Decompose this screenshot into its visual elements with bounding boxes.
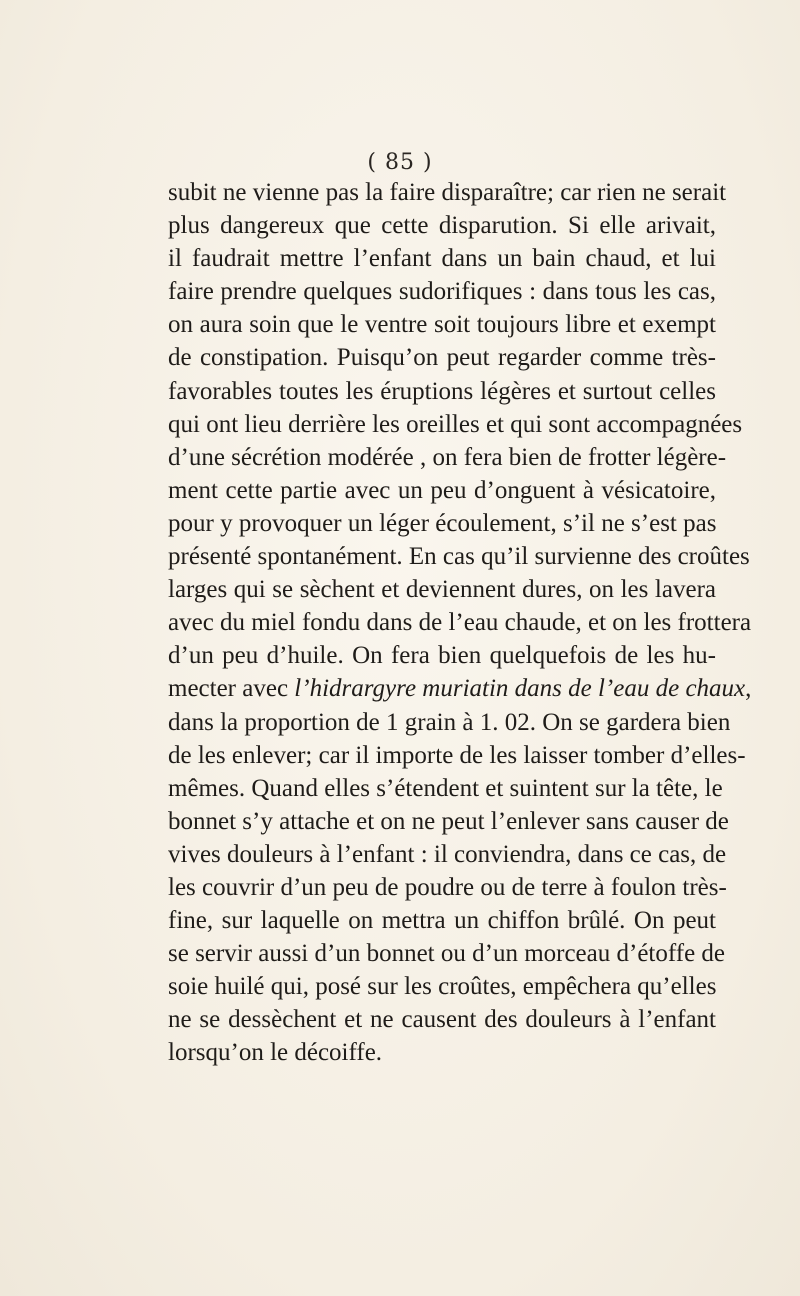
text-line bbox=[168, 772, 723, 805]
text-segment: dans la proportion de 1 grain à 1. 02. On se gardera bien bbox=[168, 708, 731, 736]
text-line bbox=[168, 805, 729, 838]
text-line bbox=[168, 871, 727, 904]
text-segment: il faudrait mettre l’enfant dans un bain chaud, et lui bbox=[168, 245, 716, 273]
text-segment: vives douleurs à l’enfant : il conviendra, dans ce cas, de bbox=[168, 840, 727, 868]
text-line bbox=[168, 308, 716, 341]
text-line bbox=[168, 242, 716, 275]
text-line bbox=[168, 474, 716, 507]
text-segment: avec du miel fondu dans de l’eau chaude, et on les frottera bbox=[168, 609, 752, 637]
text-line bbox=[168, 937, 726, 970]
text-line bbox=[168, 507, 716, 540]
text-segment: mêmes. Quand elles s’étendent et suintent sur la tête, le bbox=[168, 774, 723, 802]
text-segment: présenté spontanément. En cas qu’il survienne des croûtes bbox=[168, 543, 750, 571]
text-segment: favorables toutes les éruptions légères et surtout celles bbox=[168, 377, 716, 405]
text-line bbox=[168, 540, 750, 573]
text-line bbox=[168, 375, 716, 408]
text-segment: ne se dessèchent et ne causent des douleurs à l’enfant bbox=[168, 1006, 716, 1034]
text-line bbox=[168, 606, 752, 639]
text-line bbox=[168, 672, 752, 705]
text-line bbox=[168, 573, 716, 606]
text-line bbox=[168, 706, 731, 739]
text-segment: larges qui se sèchent et deviennent dures, on les lavera bbox=[168, 576, 716, 604]
text-segment: bonnet s’y attache et on ne peut l’enlever sans causer de bbox=[168, 807, 729, 835]
text-line bbox=[168, 209, 716, 242]
text-segment: d’une sécrétion modérée , on fera bien de frotter légère- bbox=[168, 443, 727, 471]
text-line bbox=[168, 441, 727, 474]
body-text bbox=[168, 176, 752, 1070]
text-segment: de constipation. Puisqu’on peut regarder comme très- bbox=[168, 344, 716, 372]
text-line bbox=[168, 1036, 716, 1069]
text-line bbox=[168, 639, 716, 672]
text-line bbox=[168, 838, 727, 871]
text-segment: se servir aussi d’un bonnet ou d’un morceau d’étoffe de bbox=[168, 940, 726, 968]
text-segment: on aura soin que le ventre soit toujours libre et exempt bbox=[168, 311, 716, 339]
text-line bbox=[168, 739, 746, 772]
text-segment: pour y provoquer un léger écoulement, s’il ne s’est pas bbox=[168, 509, 717, 537]
text-segment: de les enlever; car il importe de les laisser tomber d’elles- bbox=[168, 741, 746, 769]
text-segment: d’un peu d’huile. On fera bien quelquefois de les hu- bbox=[168, 642, 716, 670]
text-line bbox=[168, 408, 743, 441]
italic-text-segment: l’hidrargyre muriatin dans de l’eau de chaux bbox=[294, 675, 746, 703]
text-line bbox=[168, 341, 716, 374]
text-segment: lorsqu’on le décoiffe. bbox=[168, 1039, 383, 1067]
text-segment: subit ne vienne pas la faire disparaître; car rien ne serait bbox=[168, 179, 727, 206]
text-line bbox=[168, 275, 716, 308]
text-segment: , bbox=[745, 675, 752, 703]
text-line bbox=[168, 970, 716, 1003]
text-segment: plus dangereux que cette disparution. Si elle arivait, bbox=[168, 212, 716, 240]
page-number: ( 85 ) bbox=[367, 150, 433, 175]
text-segment: fine, sur laquelle on mettra un chiffon brûlé. On peut bbox=[168, 907, 716, 935]
text-line bbox=[168, 176, 727, 209]
text-segment: qui ont lieu derrière les oreilles et qui sont accompagnées bbox=[168, 410, 743, 438]
text-segment: soie huilé qui, posé sur les croûtes, empêchera qu’elles bbox=[168, 973, 717, 1001]
text-line bbox=[168, 904, 716, 937]
text-segment: mecter avec bbox=[168, 675, 295, 703]
text-segment: les couvrir d’un peu de poudre ou de terre à foulon très- bbox=[168, 873, 727, 901]
text-segment: ment cette partie avec un peu d’onguent à vésicatoire, bbox=[168, 476, 716, 504]
text-line bbox=[168, 1003, 716, 1036]
text-segment: faire prendre quelques sudorifiques : dans tous les cas, bbox=[168, 278, 716, 306]
